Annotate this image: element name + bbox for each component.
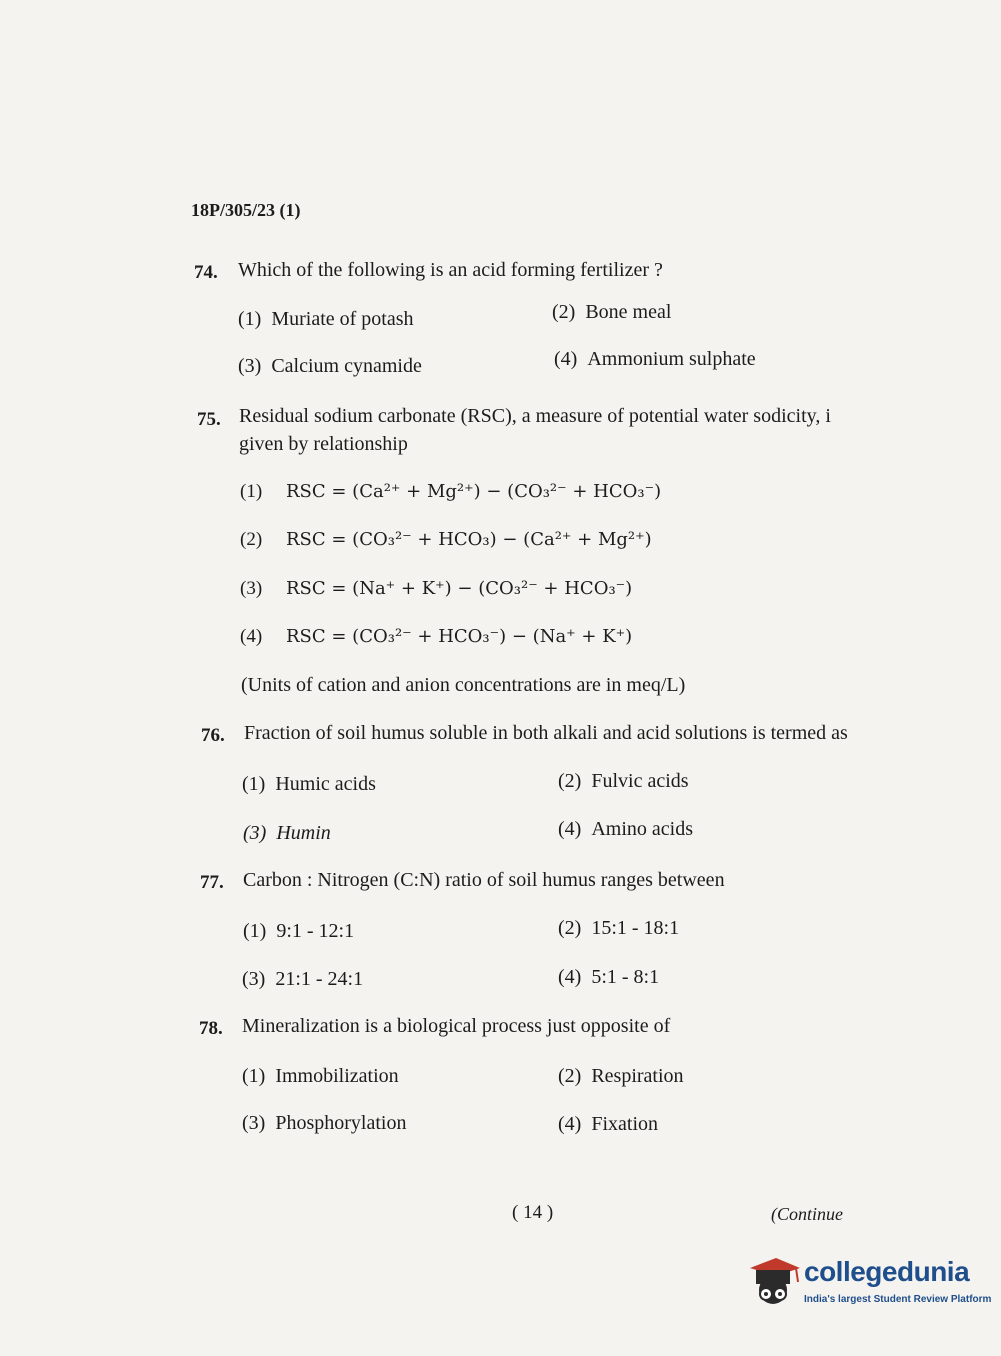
question-text: Which of the following is an acid forming fertilizer ? xyxy=(238,259,663,281)
question-text: Fraction of soil humus soluble in both alkali and acid solutions is termed as xyxy=(244,722,848,744)
option-1: (1) 9:1 - 12:1 xyxy=(243,920,355,942)
option-3: (3) Humin xyxy=(243,822,331,844)
option-2: (2) Bone meal xyxy=(552,301,672,323)
question-number: 76. xyxy=(201,725,225,746)
option-2: (2) Respiration xyxy=(558,1065,684,1087)
student-mascot-icon xyxy=(742,1250,804,1312)
question-number: 74. xyxy=(194,262,218,283)
option-1: (1) Immobilization xyxy=(242,1065,399,1087)
question-number: 78. xyxy=(199,1018,223,1039)
question-number: 77. xyxy=(200,872,224,893)
watermark-logo xyxy=(742,1250,992,1312)
question-text-line-2: given by relationship xyxy=(239,433,408,455)
option-1: (1) Humic acids xyxy=(242,773,376,795)
question-text-line-1: Residual sodium carbonate (RSC), a measure of potential water sodicity, i xyxy=(239,405,831,427)
option-4: (4) Amino acids xyxy=(558,818,693,840)
formula-option-3: (3) RSC = (Na⁺ + K⁺) − (CO₃²⁻ + HCO₃⁻) xyxy=(240,578,633,599)
question-number: 75. xyxy=(197,409,221,430)
units-note: (Units of cation and anion concentrations are in meq/L) xyxy=(241,674,686,696)
question-text: Carbon : Nitrogen (C:N) ratio of soil humus ranges between xyxy=(243,869,725,891)
option-4: (4) Fixation xyxy=(558,1113,658,1135)
option-3: (3) 21:1 - 24:1 xyxy=(242,968,364,990)
brand-tagline: India's largest Student Review Platform xyxy=(804,1294,992,1305)
formula-option-2: (2) RSC = (CO₃²⁻ + HCO₃) − (Ca²⁺ + Mg²⁺) xyxy=(240,529,652,550)
option-2: (2) Fulvic acids xyxy=(558,770,689,792)
option-1: (1) Muriate of potash xyxy=(238,308,414,330)
option-3: (3) Phosphorylation xyxy=(242,1112,407,1134)
page-number: ( 14 ) xyxy=(512,1202,554,1223)
option-4: (4) Ammonium sulphate xyxy=(554,348,756,370)
continue-label: (Continue xyxy=(771,1204,843,1224)
brand-name: collegedunia xyxy=(804,1256,970,1287)
paper-code: 18P/305/23 (1) xyxy=(191,200,301,220)
option-2: (2) 15:1 - 18:1 xyxy=(558,917,680,939)
option-3: (3) Calcium cynamide xyxy=(238,355,422,377)
formula-option-1: (1) RSC = (Ca²⁺ + Mg²⁺) − (CO₃²⁻ + HCO₃⁻) xyxy=(240,481,662,502)
formula-option-4: (4) RSC = (CO₃²⁻ + HCO₃⁻) − (Na⁺ + K⁺) xyxy=(240,626,633,647)
question-text: Mineralization is a biological process just opposite of xyxy=(242,1015,671,1037)
option-4: (4) 5:1 - 8:1 xyxy=(558,966,660,988)
